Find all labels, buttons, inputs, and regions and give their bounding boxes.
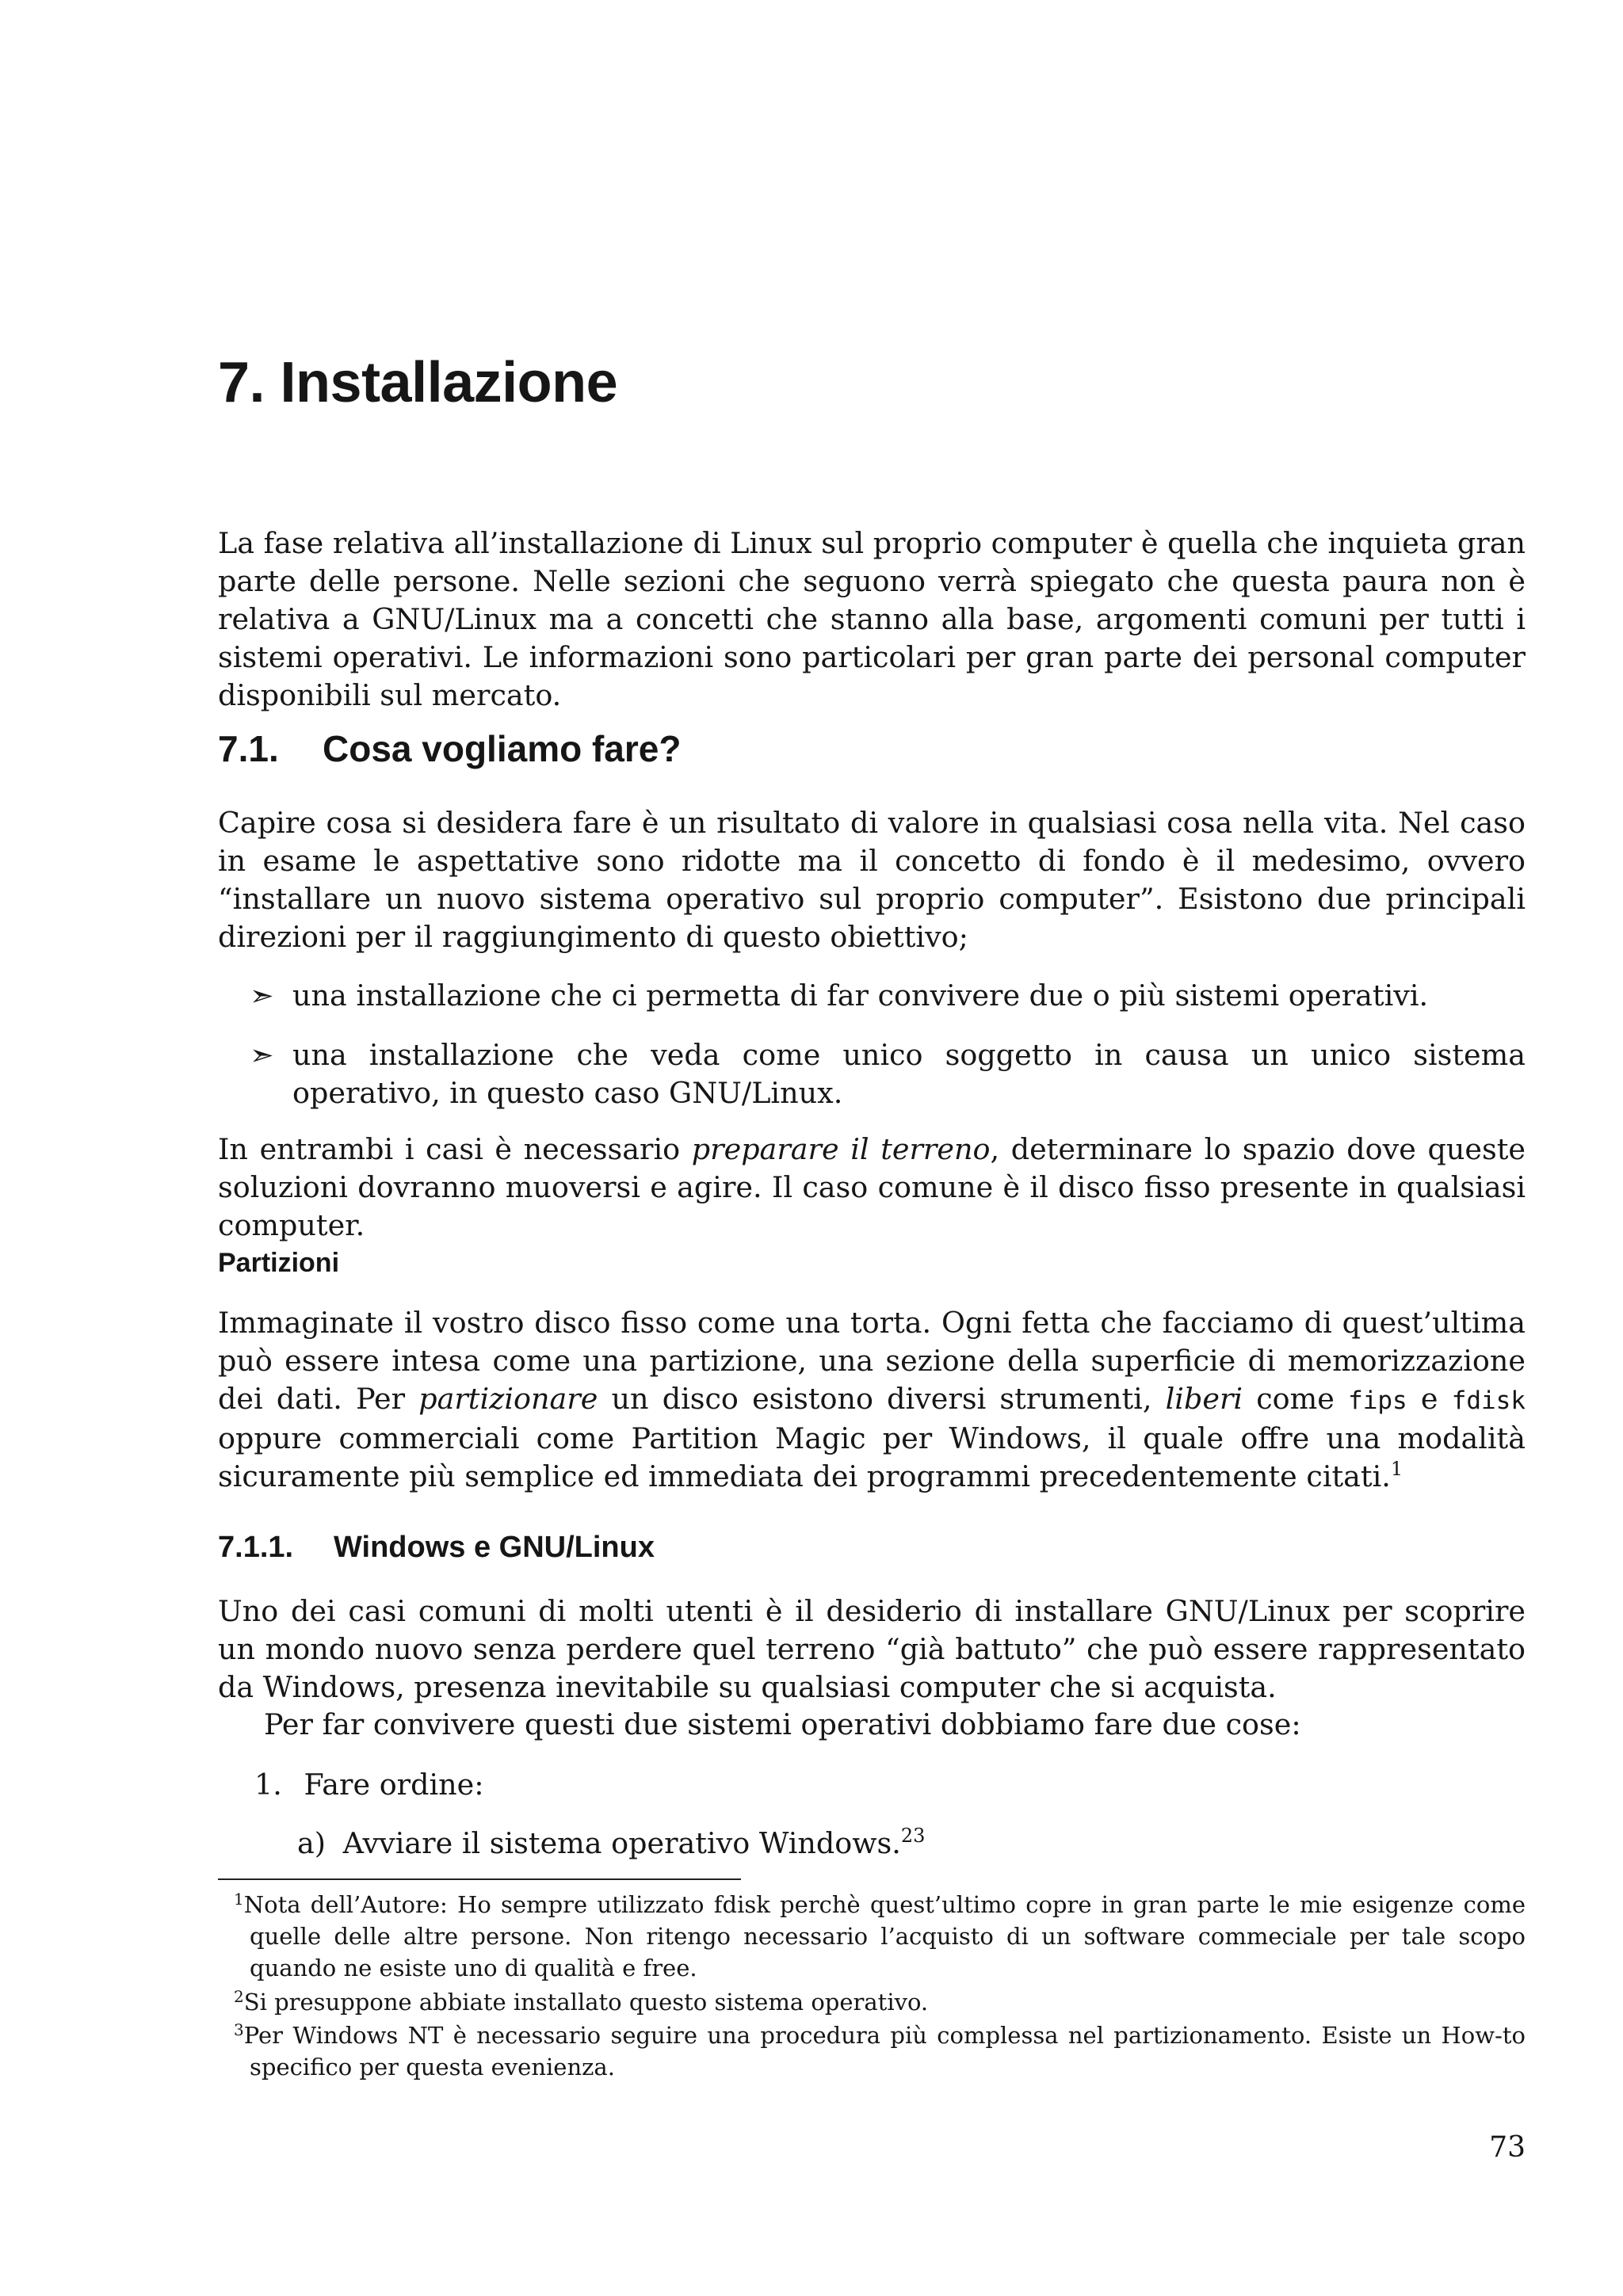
ordered-sublist-item — [297, 1825, 925, 1863]
emphasis-text: liberi — [1165, 1382, 1243, 1416]
list-marker: 1. — [254, 1768, 282, 1802]
arrow-bullet-icon: ➣ — [250, 978, 274, 1013]
text-run: In entrambi i casi è necessario — [218, 1132, 692, 1166]
footnote-text: Nota dell’Autore: Ho sempre utilizzato fdisk perchè quest’ultimo copre in gran parte le mie esigenze come quelle delle altre persone. Non ritengo necessario l’acquisto di un software commeciale per tale scopo quando ne esiste uno di qualità e free. — [243, 1891, 1526, 1981]
footnote-2 — [234, 1986, 1526, 2018]
footnote-1 — [234, 1889, 1526, 1984]
section-number: 7.1.1. — [218, 1531, 294, 1564]
emphasis-text: preparare il terreno — [691, 1132, 991, 1166]
footnote-3 — [234, 2019, 1526, 2083]
section-heading-7-1 — [218, 727, 681, 770]
footnote-text: Per Windows NT è necessario seguire una procedura più complessa nel partizionamento. Esiste un How-to specifico per questa evenienza. — [243, 2022, 1526, 2081]
footnote-rule — [218, 1878, 741, 1880]
page-number: 73 — [1489, 2131, 1526, 2164]
text-run: e — [1407, 1382, 1452, 1416]
section-7-1-1-paragraph-2: Per far convivere questi due sistemi operativi dobbiamo fare due cose: — [264, 1707, 1301, 1741]
section-number: 7.1. — [218, 728, 279, 769]
emphasis-text: partizionare — [418, 1382, 598, 1416]
section-7-1-paragraph-2 — [218, 1131, 1526, 1245]
footnote-ref: 23 — [900, 1825, 926, 1847]
partizioni-paragraph — [218, 1304, 1526, 1496]
footnote-mark: 3 — [234, 2020, 244, 2039]
ordered-list-item — [254, 1766, 484, 1804]
section-title: Cosa vogliamo fare? — [323, 728, 682, 769]
text-run: un disco esistono diversi strumenti, — [598, 1382, 1166, 1416]
section-title: Windows e GNU/Linux — [334, 1531, 655, 1564]
section-heading-7-1-1 — [218, 1531, 655, 1565]
list-item-text: una installazione che ci permetta di far convivere due o più sistemi operativi. — [292, 978, 1429, 1013]
subheading-partizioni: Partizioni — [218, 1248, 340, 1278]
section-7-1-1-paragraph-1: Uno dei casi comuni di molti utenti è il desiderio di installare GNU/Linux per scoprire un mondo nuovo senza perdere quel terreno “già battuto” che può essere rappresentato da Windows, presenza inevitabile su qualsiasi computer che si acquista. — [218, 1594, 1526, 1704]
list-item — [250, 1036, 1526, 1112]
footnote-text: Si presuppone abbiate installato questo sistema operativo. — [243, 1989, 929, 2016]
code-fdisk: fdisk — [1451, 1386, 1526, 1415]
arrow-bullet-icon: ➣ — [250, 1038, 274, 1072]
text-run: Immaginate il vostro disco fisso come una torta. Ogni fetta che facciamo di quest’ultima può essere intesa come una partizione, una sezione della superficie di memorizzazione dei dati. Per — [218, 1306, 1526, 1416]
list-item-text: Fare ordine: — [304, 1768, 484, 1802]
list-marker: a) — [297, 1826, 327, 1860]
text-run: come — [1243, 1382, 1349, 1416]
footnote-ref: 1 — [1390, 1458, 1403, 1480]
text-run: , determinare lo spazio dove queste soluzioni dovranno muoversi e agire. Il caso comune è il disco fisso presente in qualsiasi computer. — [218, 1132, 1526, 1242]
document-page — [218, 0, 1526, 2296]
list-item-text: una installazione che veda come unico soggetto in causa un unico sistema operativo, in questo caso GNU/Linux. — [292, 1038, 1526, 1110]
list-item — [250, 977, 1526, 1015]
list-item-text: Avviare il sistema operativo Windows. — [342, 1826, 901, 1860]
footnote-mark: 2 — [234, 1987, 244, 2006]
footnote-mark: 1 — [234, 1890, 244, 1909]
intro-paragraph: La fase relativa all’installazione di Linux sul proprio computer è quella che inquieta gran parte delle persone. Nelle sezioni che seguono verrà spiegato che questa paura non è relativa a GNU/Linux ma a concetti che stanno alla base, argomenti comuni per tutti i sistemi operativi. Le informazioni sono particolari per gran parte dei personal computer disponibili sul mercato. — [218, 526, 1526, 712]
code-fips: fips — [1348, 1386, 1407, 1415]
text-run: oppure commerciali come Partition Magic per Windows, il quale offre una modalità sicuramente più semplice ed immediata dei programmi precedentemente citati. — [218, 1421, 1526, 1493]
chapter-title: 7. Installazione — [218, 351, 618, 414]
section-7-1-paragraph-1: Capire cosa si desidera fare è un risultato di valore in qualsiasi cosa nella vita. Nel caso in esame le aspettative sono ridotte ma il concetto di fondo è il medesimo, ovvero “installare un nuovo sistema operativo sul proprio computer”. Esistono due principali direzioni per il raggiungimento di questo obiettivo; — [218, 806, 1526, 954]
